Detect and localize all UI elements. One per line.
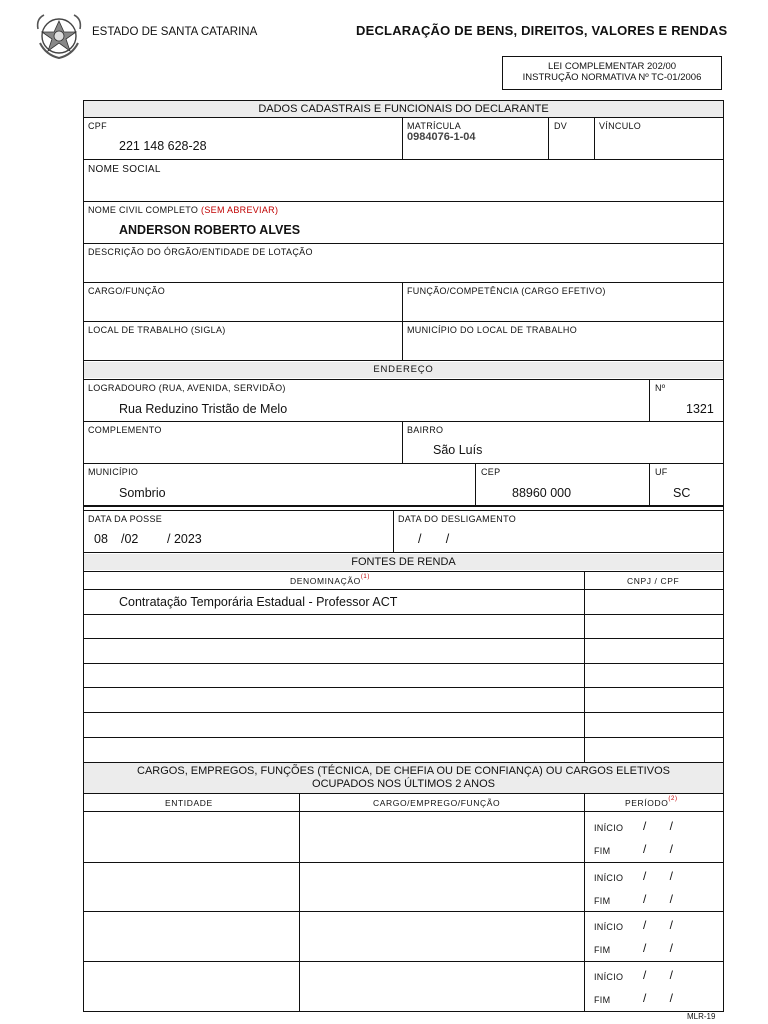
periodo-note: (2): [668, 796, 678, 802]
position-fim-label: FIM: [594, 896, 611, 906]
bairro-label: BAIRRO: [407, 425, 444, 435]
position-fim-field[interactable]: / /: [643, 842, 674, 856]
position-fim-field[interactable]: / /: [643, 941, 674, 955]
denominacao-column-header: [290, 576, 370, 586]
posse-month-field[interactable]: /02: [121, 532, 139, 546]
cep-field[interactable]: 88960 000: [512, 486, 572, 500]
bairro-field[interactable]: São Luís: [433, 443, 483, 457]
position-inicio-field[interactable]: / /: [643, 819, 674, 833]
position-entidade-cell[interactable]: [84, 814, 296, 858]
denominacao-note: (1): [360, 574, 370, 580]
uf-field[interactable]: SC: [673, 486, 691, 500]
municipio-local-label: MUNICÍPIO DO LOCAL DE TRABALHO: [407, 325, 578, 335]
cargo-label: CARGO/FUNÇÃO: [88, 286, 166, 296]
posse-year-field[interactable]: / 2023: [167, 532, 202, 546]
matricula-field[interactable]: 0984076-1-04: [407, 131, 476, 143]
section-income-header: [84, 554, 723, 570]
position-inicio-field[interactable]: / /: [643, 869, 674, 883]
position-fim-label: FIM: [594, 945, 611, 955]
data-desligamento-label: DATA DO DESLIGAMENTO: [398, 514, 517, 524]
document-title: DECLARAÇÃO DE BENS, DIREITOS, VALORES E RENDAS: [356, 23, 728, 38]
cep-label: CEP: [481, 467, 501, 477]
data-posse-label: DATA DA POSSE: [88, 514, 163, 524]
municipio-label: MUNICÍPIO: [88, 467, 139, 477]
state-coat-of-arms: [34, 11, 84, 61]
law-line-1: LEI COMPLEMENTAR 202/00: [547, 61, 677, 72]
matricula-label: MATRÍCULA: [407, 121, 462, 131]
nome-social-label: NOME SOCIAL: [88, 164, 161, 175]
municipio-field[interactable]: Sombrio: [119, 486, 166, 500]
section-positions-header: [84, 763, 723, 793]
funcao-label: FUNÇÃO/COMPETÊNCIA (CARGO EFETIVO): [407, 286, 606, 296]
state-name: ESTADO DE SANTA CATARINA: [92, 26, 258, 38]
position-inicio-field[interactable]: / /: [643, 968, 674, 982]
position-fim-field[interactable]: / /: [643, 892, 674, 906]
income-denominacao-cell[interactable]: Contratação Temporária Estadual - Professor ACT: [119, 595, 398, 609]
dv-label: DV: [554, 121, 568, 131]
position-inicio-label: INÍCIO: [594, 873, 624, 883]
vinculo-label: VÍNCULO: [599, 121, 642, 131]
position-cargo-cell[interactable]: [301, 913, 581, 957]
position-fim-field[interactable]: / /: [643, 991, 674, 1005]
section-registration-title: DADOS CADASTRAIS E FUNCIONAIS DO DECLARANTE: [258, 103, 549, 115]
position-cargo-cell[interactable]: [301, 814, 581, 858]
position-inicio-label: INÍCIO: [594, 823, 624, 833]
nome-civil-note: (SEM ABREVIAR): [201, 205, 279, 215]
law-reference-box: [502, 56, 722, 90]
periodo-label: PERÍODO: [625, 798, 669, 808]
section-address-title: ENDEREÇO: [373, 364, 434, 375]
position-fim-label: FIM: [594, 846, 611, 856]
local-trabalho-label: LOCAL DE TRABALHO (SIGLA): [88, 325, 226, 335]
cpf-label: CPF: [88, 121, 107, 131]
numero-label: Nº: [655, 383, 666, 393]
orgao-label: DESCRIÇÃO DO ÓRGÃO/ENTIDADE DE LOTAÇÃO: [88, 247, 313, 257]
position-cargo-cell[interactable]: [301, 864, 581, 908]
position-entidade-cell[interactable]: [84, 963, 296, 1007]
law-line-2: INSTRUÇÃO NORMATIVA Nº TC-01/2006: [522, 72, 702, 83]
section-address-header: [84, 362, 723, 378]
nome-civil-field[interactable]: ANDERSON ROBERTO ALVES: [119, 223, 301, 237]
cpf-field[interactable]: 221 148 628-28: [119, 139, 207, 153]
logradouro-field[interactable]: Rua Reduzino Tristão de Melo: [119, 402, 288, 416]
cargo-emprego-column-header: CARGO/EMPREGO/FUNÇÃO: [373, 798, 501, 808]
entidade-column-header: ENTIDADE: [165, 798, 213, 808]
section-positions-title-line1: CARGOS, EMPREGOS, FUNÇÕES (TÉCNICA, DE CHEFIA OU DE CONFIANÇA) OU CARGOS ELETIVOS: [137, 765, 670, 777]
position-inicio-label: INÍCIO: [594, 922, 624, 932]
section-positions-title-line2: OCUPADOS NOS ÚLTIMOS 2 ANOS: [312, 778, 495, 790]
section-income-title: FONTES DE RENDA: [351, 556, 456, 568]
position-inicio-field[interactable]: / /: [643, 918, 674, 932]
posse-day-field[interactable]: 08: [94, 532, 108, 546]
position-entidade-cell[interactable]: [84, 864, 296, 908]
position-fim-label: FIM: [594, 995, 611, 1005]
section-registration-header: [84, 101, 723, 117]
position-entidade-cell[interactable]: [84, 913, 296, 957]
desligamento-field[interactable]: / /: [418, 532, 450, 546]
form-code: MLR-19: [687, 1012, 716, 1021]
nome-social-field[interactable]: [84, 176, 720, 200]
cnpj-column-header: CNPJ / CPF: [627, 576, 680, 586]
logradouro-label: LOGRADOURO (RUA, AVENIDA, SERVIDÃO): [88, 383, 286, 393]
nome-civil-label: [88, 205, 278, 215]
position-inicio-label: INÍCIO: [594, 972, 624, 982]
uf-label: UF: [655, 467, 668, 477]
nome-civil-label-text: NOME CIVIL COMPLETO: [88, 205, 199, 215]
complemento-label: COMPLEMENTO: [88, 425, 162, 435]
periodo-column-header: [625, 798, 678, 808]
position-cargo-cell[interactable]: [301, 963, 581, 1007]
denominacao-label: DENOMINAÇÃO: [290, 576, 361, 586]
orgao-field[interactable]: [84, 258, 720, 280]
numero-field[interactable]: 1321: [686, 402, 714, 416]
